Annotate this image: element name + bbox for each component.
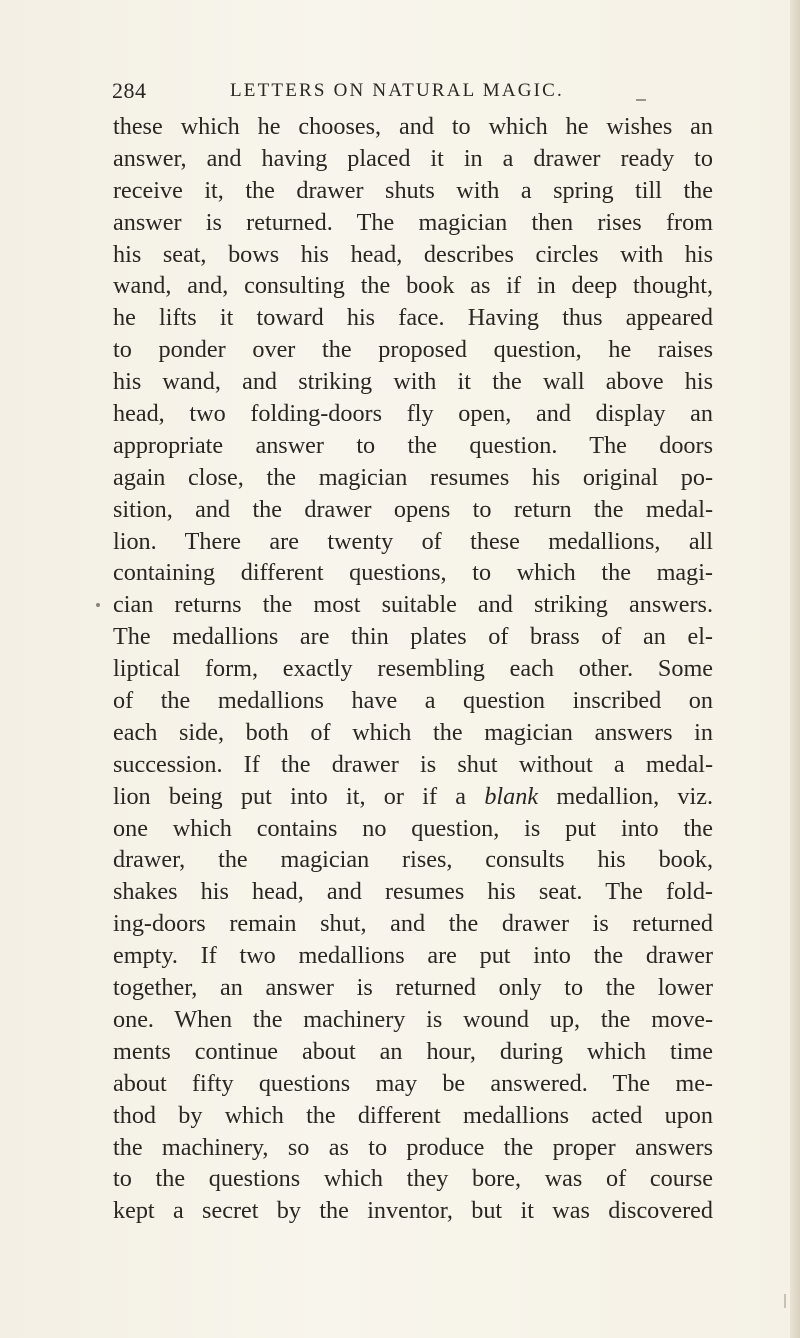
margin-dot — [96, 603, 100, 607]
text-line — [113, 781, 713, 813]
text-line: one which contains no question, is put into the — [113, 814, 713, 842]
text-line: The medallions are thin plates of brass of an el- — [113, 623, 713, 651]
text-line: sition, and the drawer opens to return the medal- — [113, 495, 713, 523]
text-line: thod by which the different medallions acted upon — [113, 1101, 713, 1129]
text-line: to the questions which they bore, was of course — [113, 1165, 713, 1193]
text-line: of the medallions have a question inscribed on — [113, 687, 713, 715]
text-line: again close, the magician resumes his original po- — [113, 463, 713, 491]
text-line: answer is returned. The magician then rises from — [113, 208, 713, 236]
text-line: cian returns the most suitable and striking answers. — [113, 591, 713, 619]
ink-mark — [636, 99, 646, 101]
text-line: each side, both of which the magician answers in — [113, 718, 713, 746]
text-line: kept a secret by the inventor, but it was discovered — [113, 1197, 713, 1225]
text-line: shakes his head, and resumes his seat. The fold- — [113, 878, 713, 906]
text-fragment: medallion, viz. — [538, 782, 713, 810]
running-title: LETTERS ON NATURAL MAGIC. — [230, 80, 565, 101]
text-line: drawer, the magician rises, consults his book, — [113, 846, 713, 874]
text-line: one. When the machinery is wound up, the move- — [113, 1005, 713, 1033]
text-line: liptical form, exactly resembling each other. Some — [113, 655, 713, 683]
text-line: ing-doors remain shut, and the drawer is returned — [113, 910, 713, 938]
text-line: he lifts it toward his face. Having thus appeared — [113, 304, 713, 332]
text-line: about fifty questions may be answered. The me- — [113, 1069, 713, 1097]
text-line: these which he chooses, and to which he wishes an — [113, 113, 713, 140]
edge-mark — [784, 1294, 786, 1308]
text-line: his seat, bows his head, describes circles with his — [113, 240, 713, 268]
text-line: his wand, and striking with it the wall above his — [113, 368, 713, 396]
text-fragment: lion being put into it, or if a — [113, 782, 485, 810]
text-line: the machinery, so as to produce the proper answers — [113, 1133, 713, 1161]
body-text — [113, 111, 713, 1227]
text-line: succession. If the drawer is shut without a medal- — [113, 750, 713, 778]
text-line: head, two folding-doors fly open, and display an — [113, 400, 713, 428]
text-line: ments continue about an hour, during which time — [113, 1037, 713, 1065]
text-line: receive it, the drawer shuts with a spring till the — [113, 176, 713, 204]
text-line: empty. If two medallions are put into the drawer — [113, 942, 713, 970]
text-line: containing different questions, to which the magi- — [113, 559, 713, 587]
text-line: wand, and, consulting the book as if in deep thought, — [113, 272, 713, 300]
text-line: answer, and having placed it in a drawer ready to — [113, 144, 713, 172]
page-number: 284 — [112, 78, 147, 103]
page-edge-shadow — [790, 0, 800, 1338]
text-line: lion. There are twenty of these medallions, all — [113, 527, 713, 555]
italic-word: blank — [484, 782, 539, 810]
text-line: to ponder over the proposed question, he raises — [113, 336, 713, 364]
text-line: together, an answer is returned only to the lower — [113, 974, 713, 1002]
text-line: appropriate answer to the question. The doors — [113, 431, 713, 459]
page-header — [112, 78, 672, 108]
